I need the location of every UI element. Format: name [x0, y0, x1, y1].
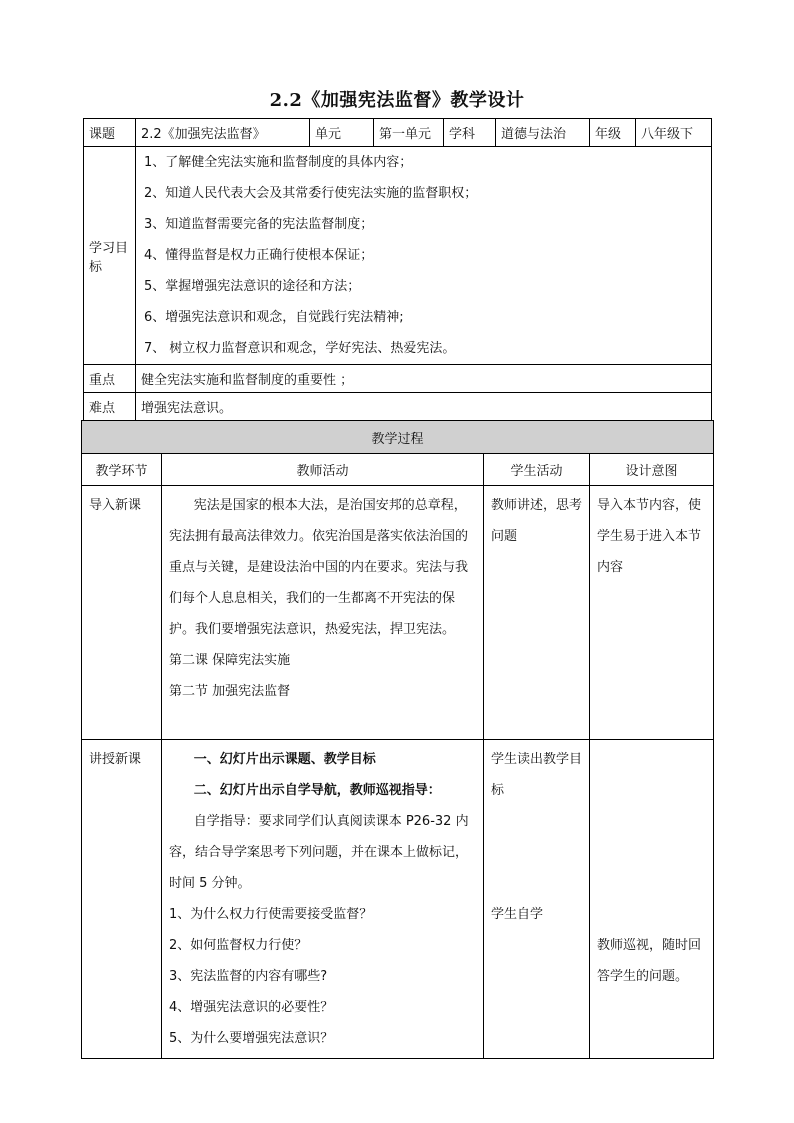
teach-row — [82, 740, 714, 1059]
goal-item: 2、知道人民代表大会及其常委行使宪法实施的监督职权； — [144, 186, 478, 201]
teach-design-intent — [590, 740, 714, 1059]
goal-item: 3、知道监督需要完备的宪法监督制度； — [144, 217, 374, 232]
section-title: 第二节 加强宪法监督 — [169, 684, 291, 699]
grade-label: 年级 — [590, 119, 636, 147]
question-item: 3、宪法监督的内容有哪些? — [169, 969, 328, 984]
self-study-guide: 自学指导：要求同学们认真阅读课本 P26-32 内容，结合导学案思考下列问题，并在课本上做标记，时间 5 分钟。 — [169, 814, 469, 891]
document-title: 2.2《加强宪法监督》教学设计 — [269, 90, 525, 111]
subject-value: 道德与法治 — [496, 119, 590, 147]
goal-item: 6、增强宪法意识和观念，自觉践行宪法精神; — [144, 310, 404, 325]
intro-student-activity: 教师讲述，思考问题 — [484, 486, 590, 740]
intro-row — [82, 486, 714, 740]
question-item: 2、如何监督权力行使？ — [169, 938, 308, 953]
question-item: 1、为什么权力行使需要接受监督？ — [169, 907, 373, 922]
info-row — [84, 119, 712, 147]
step-two: 二、幻灯片出示自学导航，教师巡视指导： — [193, 783, 441, 798]
goals-list — [136, 147, 712, 365]
goal-item: 1、了解健全宪法实施和监督制度的具体内容； — [144, 155, 413, 170]
process-title: 教学过程 — [82, 421, 714, 454]
grade-value: 八年级下 — [636, 119, 712, 147]
process-header-row — [82, 454, 714, 486]
goals-row — [84, 147, 712, 365]
teach-teacher-activity — [162, 740, 484, 1059]
goal-item: 7、 树立权力监督意识和观念，学好宪法、热爱宪法。 — [144, 341, 456, 356]
lesson-title: 第二课 保障宪法实施 — [169, 653, 291, 668]
topic-label: 课题 — [84, 119, 136, 147]
teach-student-activity — [484, 740, 590, 1059]
key-point-text: 健全宪法实施和监督制度的重要性 ； — [136, 365, 712, 393]
key-point-label: 重点 — [84, 365, 136, 393]
difficulty-label: 难点 — [84, 393, 136, 421]
teaching-process-table — [81, 420, 714, 1059]
step-one: 一、幻灯片出示课题、教学目标 — [193, 752, 376, 767]
question-item: 4、增强宪法意识的必要性？ — [169, 1000, 334, 1015]
design-intent-text: 教师巡视，随时回答学生的问题。 — [597, 938, 702, 984]
header-stage: 教学环节 — [82, 454, 162, 486]
header-student: 学生活动 — [484, 454, 590, 486]
intro-design-intent: 导入本节内容，使学生易于进入本节内容 — [590, 486, 714, 740]
student-activity-1: 学生读出教学目标 — [491, 752, 583, 798]
topic-value: 2.2《加强宪法监督》 — [136, 119, 310, 147]
student-activity-2: 学生自学 — [491, 907, 544, 922]
lesson-info-table — [83, 118, 712, 421]
goal-item: 4、懂得监督是权力正确行使根本保证； — [144, 248, 374, 263]
unit-label: 单元 — [310, 119, 374, 147]
process-title-row — [82, 421, 714, 454]
header-teacher: 教师活动 — [162, 454, 484, 486]
intro-teacher-text: 宪法是国家的根本大法，是治国安邦的总章程，宪法拥有最高法律效力。依宪治国是落实依法治国的重点与关键，是建设法治中国的内在要求。宪法与我们每个人息息相关，我们的一生都离不开宪法的保护。我们要增强宪法意识，热爱宪法，捍卫宪法。 — [169, 498, 469, 637]
intro-stage: 导入新课 — [82, 486, 162, 740]
intro-teacher-activity — [162, 486, 484, 740]
difficulty-row — [84, 393, 712, 421]
unit-value: 第一单元 — [374, 119, 444, 147]
goals-label: 学习目标 — [84, 147, 136, 365]
key-point-row — [84, 365, 712, 393]
subject-label: 学科 — [444, 119, 496, 147]
teach-stage: 讲授新课 — [82, 740, 162, 1059]
difficulty-text: 增强宪法意识。 — [136, 393, 712, 421]
header-intent: 设计意图 — [590, 454, 714, 486]
question-item: 5、为什么要增强宪法意识？ — [169, 1031, 334, 1046]
goal-item: 5、掌握增强宪法意识的途径和方法； — [144, 279, 361, 294]
